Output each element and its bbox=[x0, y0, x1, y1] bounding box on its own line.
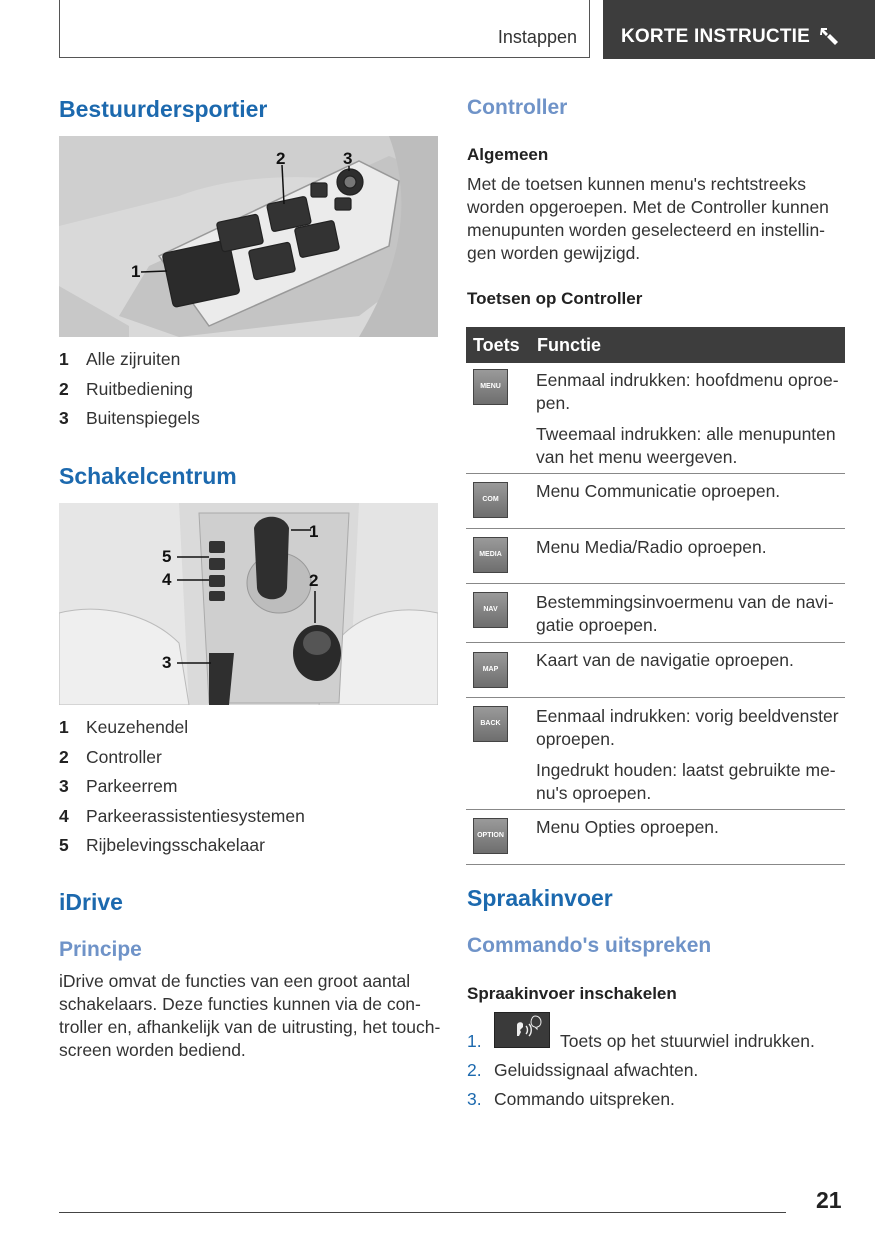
voice-commands-title: Commando's uitspreken bbox=[467, 934, 712, 957]
col-header-key: Toets bbox=[473, 335, 520, 355]
center-callout-5: 5 bbox=[162, 547, 172, 566]
voice-button-icon bbox=[494, 1012, 550, 1048]
voice-activate-heading: Spraakinvoer inschakelen bbox=[467, 984, 677, 1003]
table-row bbox=[466, 698, 845, 810]
table-header bbox=[466, 327, 845, 363]
map-key-icon: MAP bbox=[473, 652, 508, 688]
menu-key-icon: MENU bbox=[473, 369, 508, 405]
com-key-icon: COM bbox=[473, 482, 508, 518]
table-row bbox=[466, 584, 845, 643]
table-row bbox=[466, 810, 845, 865]
idrive-principle-text: iDrive omvat de functies van een groot aantal schakelaars. Deze functies kunnen via de con- troller en, afhankelijk van de uitrusting, het touch- screen worden bediend. bbox=[59, 971, 441, 1060]
idrive-title: iDrive bbox=[59, 889, 123, 915]
door-title: Bestuurdersportier bbox=[59, 96, 268, 122]
back-key-icon: BACK bbox=[473, 706, 508, 742]
legend-item: 1 Alle zijruiten bbox=[59, 349, 181, 369]
page-number: 21 bbox=[816, 1187, 842, 1213]
row-function: Menu Communicatie oproepen. bbox=[536, 481, 781, 501]
controller-title: Controller bbox=[467, 96, 568, 119]
controller-general-text: Met de toetsen kunnen menu's rechtstreeks worden opgeroepen. Met de Controller kunnen menupunten worden geselecteerd en instellin- gen worden gewijzigd. bbox=[467, 174, 829, 263]
door-callout-3: 3 bbox=[343, 149, 353, 168]
table-row bbox=[466, 643, 845, 698]
center-console-legend bbox=[59, 717, 438, 865]
table-row bbox=[466, 363, 845, 474]
legend-item: 1 Keuzehendel bbox=[59, 717, 189, 737]
door-callout-1: 1 bbox=[131, 262, 141, 281]
idrive-principle-title: Principe bbox=[59, 938, 142, 961]
center-callout-2: 2 bbox=[309, 571, 319, 590]
center-callout-1: 1 bbox=[309, 522, 319, 541]
voice-title: Spraakinvoer bbox=[467, 885, 613, 911]
door-image bbox=[59, 136, 438, 337]
center-callout-4: 4 bbox=[162, 570, 172, 589]
table-row bbox=[466, 474, 845, 529]
center-console-illustration bbox=[59, 503, 438, 705]
legend-item: 3 Parkeerrem bbox=[59, 776, 178, 796]
row-function: Kaart van de navigatie oproepen. bbox=[536, 650, 794, 670]
center-console-image bbox=[59, 503, 438, 705]
header-subsection: Instappen bbox=[497, 27, 577, 47]
row-function: Eenmaal indrukken: hoofdmenu oproe- pen. Tweemaal indrukken: alle menupunten van het menu weergeven. bbox=[536, 370, 839, 467]
row-function: Menu Opties oproepen. bbox=[536, 817, 719, 837]
row-function: Menu Media/Radio oproepen. bbox=[536, 537, 767, 557]
footer-divider bbox=[59, 1212, 786, 1213]
controller-keys-table bbox=[466, 327, 845, 865]
door-illustration bbox=[59, 136, 438, 337]
door-legend bbox=[59, 349, 438, 438]
option-key-icon: OPTION bbox=[473, 818, 508, 854]
center-callout-3: 3 bbox=[162, 653, 172, 672]
header-tab-label: KORTE INSTRUCTIE bbox=[621, 26, 810, 47]
legend-item: 3 Buitenspiegels bbox=[59, 408, 200, 428]
row-function: Bestemmingsinvoermenu van de navi- gatie oproepen. bbox=[536, 592, 834, 635]
voice-steps: 1. Toets op het stuurwiel indrukken. 2. Geluidssignaal afwachten. 3. Commando uitspreken. bbox=[467, 1012, 847, 1122]
legend-item: 2 Controller bbox=[59, 746, 162, 767]
table-row bbox=[466, 529, 845, 584]
legend-item: 4 Parkeerassistentiesystemen bbox=[59, 805, 305, 826]
nav-key-icon: NAV bbox=[473, 592, 508, 628]
legend-item: 5 Rijbelevingsschakelaar bbox=[59, 835, 265, 855]
controller-general-heading: Algemeen bbox=[467, 145, 549, 164]
legend-item: 2 Ruitbediening bbox=[59, 378, 194, 399]
row-function: Eenmaal indrukken: vorig beeldvenster oproepen. Ingedrukt houden: laatst gebruikte me- nu's oproepen. bbox=[536, 706, 839, 803]
quick-instruction-icon bbox=[817, 25, 841, 49]
col-header-function: Functie bbox=[537, 335, 602, 355]
header-tab bbox=[603, 0, 875, 59]
media-key-icon: MEDIA bbox=[473, 537, 508, 573]
door-callout-2: 2 bbox=[276, 149, 286, 168]
center-console-title: Schakelcentrum bbox=[59, 463, 237, 489]
controller-keys-heading: Toetsen op Controller bbox=[467, 289, 643, 308]
